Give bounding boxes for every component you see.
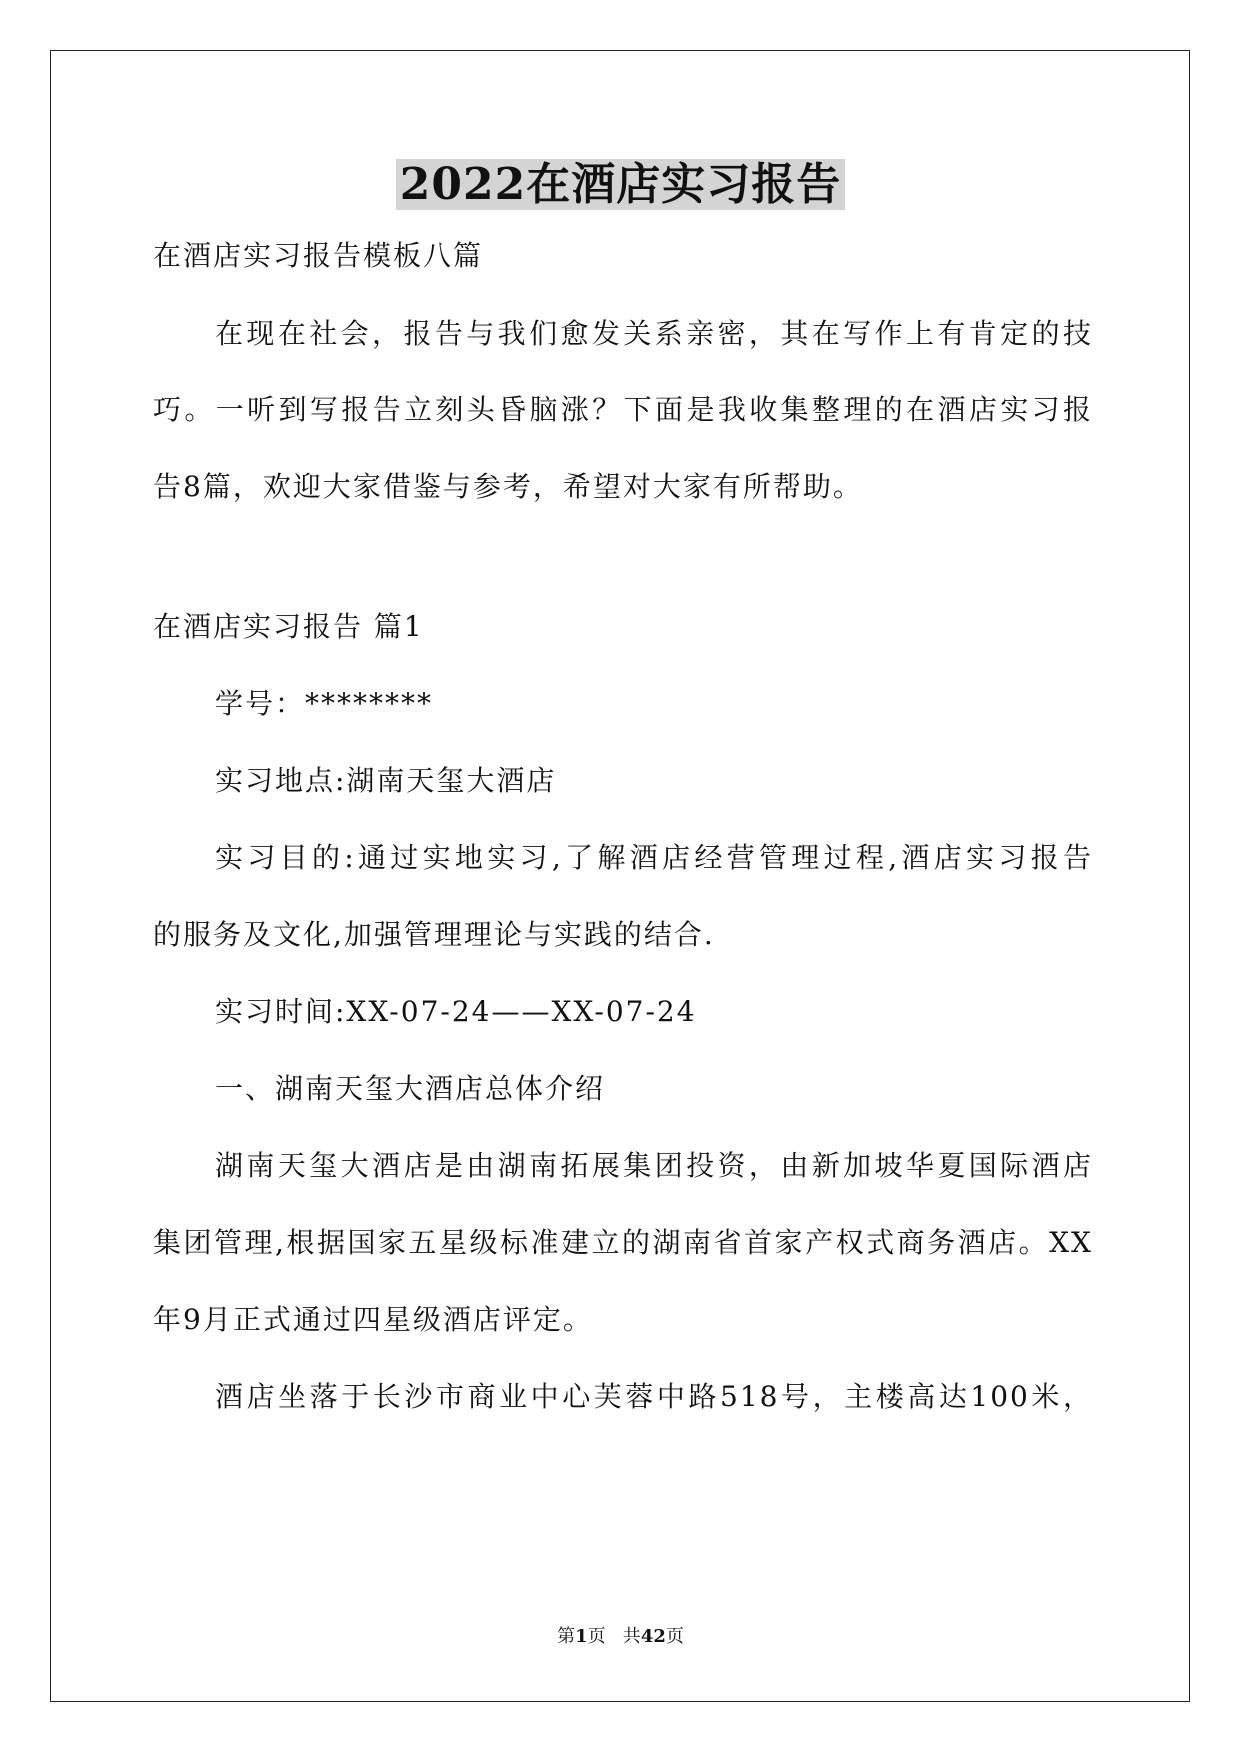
footer-prefix: 第 [557, 1626, 576, 1647]
intro-line-3: 告8篇，欢迎大家借鉴与参考，希望对大家有所帮助。 [153, 470, 863, 503]
document-title: 2022在酒店实习报告 [0, 155, 1241, 215]
section-heading: 在酒店实习报告 篇1 [153, 610, 424, 643]
internship-time: 实习时间:XX-07-24——XX-07-24 [215, 995, 697, 1028]
hotel-intro-line-2: 集团管理,根据国家五星级标准建立的湖南省首家产权式商务酒店。XX [153, 1226, 1093, 1259]
part-heading: 一、湖南天玺大酒店总体介绍 [215, 1072, 606, 1105]
footer-middle: 页 共 [587, 1626, 641, 1647]
hotel-intro-line-1: 湖南天玺大酒店是由湖南拓展集团投资，由新加坡华夏国际酒店 [215, 1149, 1093, 1182]
document-subtitle: 在酒店实习报告模板八篇 [153, 239, 484, 272]
hotel-intro-line-3: 年9月正式通过四星级酒店评定。 [153, 1303, 593, 1336]
page-footer [0, 1625, 1241, 1649]
internship-purpose-line-2: 的服务及文化,加强管理理论与实践的结合. [153, 918, 715, 951]
footer-suffix: 页 [665, 1626, 684, 1647]
internship-location: 实习地点:湖南天玺大酒店 [215, 764, 557, 797]
footer-total-pages: 42 [640, 1626, 666, 1647]
hotel-location-line: 酒店坐落于长沙市商业中心芙蓉中路518号，主楼高达100米， [215, 1380, 1093, 1413]
student-id: 学号：******** [215, 687, 434, 720]
internship-purpose-line-1: 实习目的:通过实地实习,了解酒店经营管理过程,酒店实习报告 [215, 841, 1093, 874]
intro-line-2: 巧。一听到写报告立刻头昏脑涨？下面是我收集整理的在酒店实习报 [153, 393, 1093, 426]
intro-line-1: 在现在社会，报告与我们愈发关系亲密，其在写作上有肯定的技 [215, 317, 1093, 350]
footer-page-number: 1 [575, 1626, 588, 1647]
